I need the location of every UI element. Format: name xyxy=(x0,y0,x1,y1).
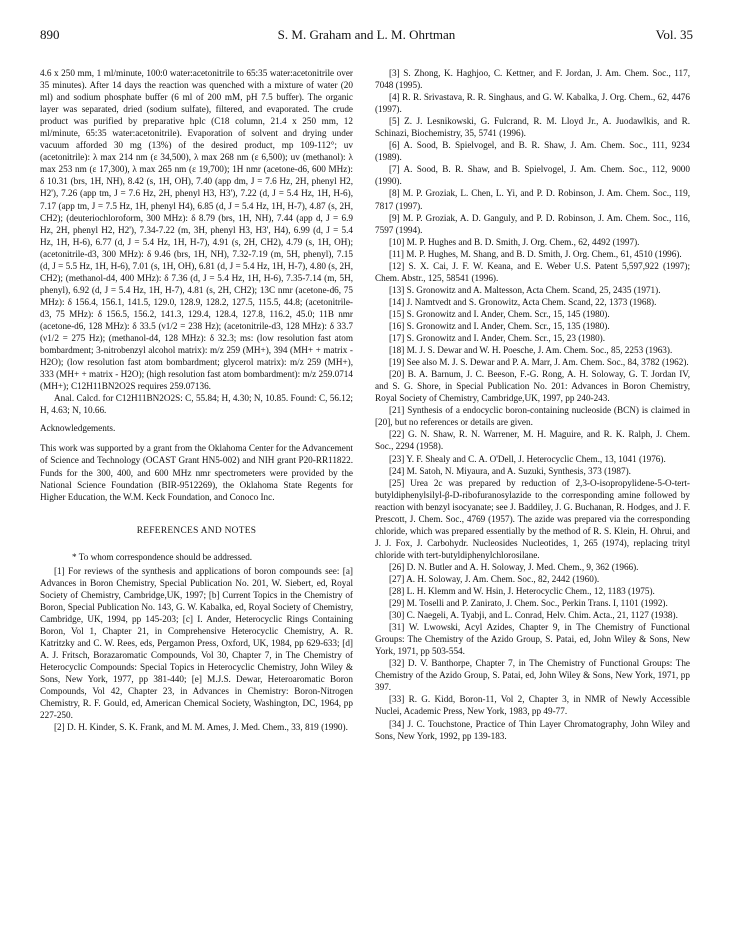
reference-item: [3] S. Zhong, K. Haghjoo, C. Kettner, and F. Jordan, J. Am. Chem. Soc., 117, 7048 (1995). xyxy=(375,68,690,91)
reference-item: [5] Z. J. Lesnikowski, G. Fulcrand, R. M. Lloyd Jr., A. Juodawlkis, and R. Schinazi, Biochemistry, 35, 5741 (1996). xyxy=(375,116,690,139)
reference-item: [24] M. Satoh, N. Miyaura, and A. Suzuki, Synthesis, 373 (1987). xyxy=(389,465,631,476)
acknowledgements-body: This work was supported by a grant from the Oklahoma Center for the Advancement of Science and Technology (OCAST Grant HN5-002) and NIH grant P20-RR11822. Funds for the 300, 400, and 600 MHz nmr spectrometers were provided by the National Science Foundation (BIR-9512269), the Oklahoma State Regents for Higher Education, the W.M. Keck Foundation, and Conoco Inc. xyxy=(40,443,353,502)
reference-item: [22] G. N. Shaw, R. N. Warrener, M. H. Maguire, and R. K. Ralph, J. Chem. Soc., 2294 (1958). xyxy=(375,429,690,452)
reference-item: [32] D. V. Banthorpe, Chapter 7, in The Chemistry of Functional Groups: The Chemistry of the Azido Group, S. Patai, ed, John Wiley & Sons, New York, 1971, pp 397. xyxy=(375,658,690,693)
reference-item: [14] J. Namtvedt and S. Gronowitz, Acta Chem. Scand, 22, 1373 (1968). xyxy=(389,296,657,307)
running-header xyxy=(40,27,693,47)
reference-item: [23] Y. F. Shealy and C. A. O'Dell, J. Heterocyclic Chem., 13, 1041 (1976). xyxy=(389,453,666,464)
reference-item: [20] B. A. Barnum, J. C. Beeson, F.-G. Rong, A. H. Soloway, G. T. Jordan IV, and S. G. Shore, in Special Publication No. 201: Advances in Boron Chemistry, Royal Society of Chemistry, Cambridge,UK, 1997, pp 240-243. xyxy=(375,369,690,404)
reference-item: [8] M. P. Groziak, L. Chen, L. Yi, and P. D. Robinson, J. Am. Chem. Soc., 119, 7817 (1997). xyxy=(375,188,690,211)
reference-item: [27] A. H. Soloway, J. Am. Chem. Soc., 82, 2442 (1960). xyxy=(389,573,600,584)
reference-item: [1] For reviews of the synthesis and applications of boron compounds see: [a] Advances in Boron Chemistry, Special Publication No. 201, W. Siebert, ed, Royal Society of Chemistry, Cambridge,UK, 1997; [b] Current Topics in the Chemistry of Boron, Special Publication No. 143, G. W. Kabalka, ed, Royal Society of Chemistry, Cambridge, UK, 1994, pp 145-203; [c] I. Ander, Heterocyclic Rings Containing Boron, Vol 1, Chapter 21, in Comprehensive Heterocyclic Chemistry, A. R. Katritzky and C. W. Rees, eds, Pergamon Press, Oxford, UK, 1984, pp 629-633; [d] A. J. Fritsch, Borazaromatic Compounds, Vol 30, Chapter 7, in The Chemistry of Heterocyclic Compounds: Special Topics in Heterocyclic Chemistry, John Wiley & Sons, New York, 1977, pp 381-440; [e] M.J.S. Dewar, Heteroaromatic Boron Compounds, Vol 42, Chapter 23, in Advances in Chemistry: Boron-Nitrogen Chemistry, R. F. Gould, ed, American Chemical Society, Washington, DC, 1964, pp 227-250. xyxy=(40,565,353,721)
left-column xyxy=(40,67,353,733)
header-volume: Vol. 35 xyxy=(655,27,693,42)
reference-item: [15] S. Gronowitz and I. Ander, Chem. Scr., 15, 145 (1980). xyxy=(389,308,610,319)
reference-item: [25] Urea 2c was prepared by reduction of 2,3-O-isopropylidene-5-O-tert-butyldiphenylsilyl-β-D-ribofuranosylazide to the corresponding amine followed by reaction with benzyl isocyanate; see J. Baddiley, J. G. Buchanan, R. Hodges, and J. F. Prescott, J. Chem. Soc., 4769 (1957). The azide was prepared via the corresponding chloride, which was prepared essentially by the method of R. S. Klein, H. Ohrui, and J. J. Fox, J. Carbohydr. Nucleosides Nucleotides, 1, 265 (1974), replacing trityl chloride with tert-butyldiphenylchlorosilane. xyxy=(375,477,690,560)
page-number: 890 xyxy=(40,27,60,42)
header-authors: S. M. Graham and L. M. Ohrtman xyxy=(277,27,456,42)
reference-item: [21] Synthesis of a endocyclic boron-containing nucleoside (BCN) is claimed in [20], but no references or details are given. xyxy=(375,405,690,428)
reference-item: [16] S. Gronowitz and I. Ander, Chem. Scr., 15, 135 (1980). xyxy=(389,320,610,331)
references-title: REFERENCES AND NOTES xyxy=(136,525,257,536)
reference-item: [9] M. P. Groziak, A. D. Ganguly, and P. D. Robinson, J. Am. Chem. Soc., 116, 7597 (1994). xyxy=(375,212,690,235)
reference-item: [6] A. Sood, B. Spielvogel, and B. R. Shaw, J. Am. Chem. Soc., 111, 9234 (1989). xyxy=(375,140,690,163)
reference-item: [30] C. Naegeli, A. Tyabji, and L. Conrad, Helv. Chim. Acta., 21, 1127 (1938). xyxy=(389,610,678,621)
reference-item: [31] W. Lwowski, Acyl Azides, Chapter 9, in The Chemistry of Functional Groups: The Chemistry of the Azido Group, S. Patai, ed, John Wiley & Sons, New York, 1971, pp 503-554. xyxy=(375,622,690,657)
reference-item: [19] See also M. J. S. Dewar and P. A. Marr, J. Am. Chem. Soc., 84, 3782 (1962). xyxy=(389,357,689,368)
reference-item: [7] A. Sood, B. R. Shaw, and B. Spielvogel, J. Am. Chem. Soc., 112, 9000 (1990). xyxy=(375,164,690,187)
reference-item: [33] R. G. Kidd, Boron-11, Vol 2, Chapter 3, in NMR of Newly Accessible Nuclei, Academic Press, New York, 1983, pp 49-77. xyxy=(375,694,690,717)
reference-item: [28] L. H. Klemm and W. Hsin, J. Heterocyclic Chem., 12, 1183 (1975). xyxy=(389,586,655,597)
reference-item: [29] M. Toselli and P. Zanirato, J. Chem. Soc., Perkin Trans. I, 1101 (1992). xyxy=(389,598,668,609)
right-column xyxy=(375,67,690,742)
experimental-paragraph: 4.6 x 250 mm, 1 ml/minute, 100:0 water:acetonitrile to 65:35 water:acetonitrile over 35 minutes). After 14 days the reaction was quenched with a mixture of water (20 ml) and sodium phosphate buffer (6 ml of 200 mM, pH 7.5 buffer). The organic layer was separated, dried (sodium sulfate), filtered, and evaporated. The crude product was purified by preparative hplc (C18 column, 21.4 x 250 mm, 12 ml/minute, 65:35 water:acetonitrile). Evaporation of solvent and drying under vacuum afforded 30 mg (13%) of the desired product, mp 109-112°; uv (acetonitrile): λ max 214 nm (ε 34,500), λ max 268 nm (ε 6,500); uv (methanol): λ max 253 nm (ε 17,300), λ max 265 nm (ε 19,700); 1H nmr (acetone-d6, 600 MHz): δ 10.31 (brs, 1H, NH), 8.42 (s, 1H, OH), 7.40 (app dm, J = 7.6 Hz, 2H, phenyl H2, H2'), 7.26 (app tm, J = 7.6 Hz, 2H, phenyl H3, H3'), 7.22 (d, J = 5.4 Hz, 1H, H-6), 7.17 (app tm, J = 7.5 Hz, 1H, phenyl H4), 6.85 (d, J = 5.4 Hz, 1H, H-7), 4.87 (s, 2H, CH2); (deuteriochloroform, 300 MHz): δ 8.79 (brs, 1H, NH), 7.44 (app d, J = 6.9 Hz, 2H, phenyl H2, H2'), 7.34-7.22 (m, 3H, phenyl H3, H3', H4), 6.99 (d, J = 5.4 Hz, 1H, H-6), 6.77 (d, J = 5.4 Hz, 1H, H-7), 4.91 (s, 2H, CH2), 4.79 (s, 1H, OH); (acetonitrile-d3, 300 MHz): δ 9.46 (brs, 1H, NH), 7.32-7.19 (m, 5H, phenyl), 7.15 (d, J = 5.5 Hz, 1H, H-6), 7.01 (s, 1H, OH), 6.81 (d, J = 5.4 Hz, 1H, H-7), 4.80 (s, 2H, CH2); (methanol-d4, 400 MHz): δ 7.36 (d, J = 5.4 Hz, 1H, H-6), 7.35-7.14 (m, 5H, phenyl), 6.92 (d, J = 5.4 Hz, 1H, H-7), 4.81 (s, 2H, CH2); 13C nmr (acetone-d6, 75 MHz): δ 156.4, 156.1, 141.5, 129.0, 128.9, 128.2, 127.5, 115.5, 44.8; (acetonitrile-d3, 75 MHz): δ 156.5, 156.2, 141.3, 129.4, 128.4, 127.8, 116.2, 45.0; 11B nmr (acetone-d6, 128 MHz): δ 33.5 (ν1/2 = 238 Hz); (acetonitrile-d3, 128 MHz): δ 33.7 (ν1/2 = 275 Hz); (methanol-d4, 128 MHz): δ 32.3; ms: (low resolution fast atom bombardment; 3-nitrobenzyl alcohol matrix): m/z 259 (MH+), 394 (MH+ + matrix - H2O); (low resolution fast atom bombardment; glycerol matrix): m/z 259 (MH+), 333 (MH+ + matrix - H2O); (high resolution fast atom bombardment): m/z 259.0714 (MH+); C12H11BN2O2S requires 259.07136. xyxy=(40,68,353,392)
elemental-analysis: Anal. Calcd. for C12H11BN2O2S: C, 55.84; H, 4.30; N, 10.85. Found: C, 56.12; H, 4.63; N, 10.66. xyxy=(40,393,353,416)
reference-item: [4] R. R. Srivastava, R. R. Singhaus, and G. W. Kabalka, J. Org. Chem., 62, 4476 (1997). xyxy=(375,92,690,115)
reference-item: [18] M. J. S. Dewar and W. H. Poesche, J. Am. Chem. Soc., 85, 2253 (1963). xyxy=(389,345,673,356)
reference-item: [34] J. C. Touchstone, Practice of Thin Layer Chromatography, John Wiley and Sons, New York, 1992, pp 139-183. xyxy=(375,718,690,741)
reference-item: [13] S. Gronowitz and A. Maltesson, Acta Chem. Scand, 25, 2435 (1971). xyxy=(389,284,661,295)
reference-item: [10] M. P. Hughes and B. D. Smith, J. Org. Chem., 62, 4492 (1997). xyxy=(389,236,640,247)
correspondence-note: * To whom correspondence should be addressed. xyxy=(72,551,253,562)
reference-item: [12] S. X. Cai, J. F. W. Keana, and E. Weber U.S. Patent 5,597,922 (1997); Chem. Abstr., 125, 58541 (1996). xyxy=(375,260,690,283)
reference-item: [11] M. P. Hughes, M. Shang, and B. D. Smith, J. Org. Chem., 61, 4510 (1996). xyxy=(389,248,682,259)
reference-item: [26] D. N. Butler and A. H. Soloway, J. Med. Chem., 9, 362 (1966). xyxy=(389,561,639,572)
acknowledgements-title: Acknowledgements. xyxy=(40,423,116,434)
reference-item: [2] D. H. Kinder, S. K. Frank, and M. M. Ames, J. Med. Chem., 33, 819 (1990). xyxy=(54,722,348,733)
reference-item: [17] S. Gronowitz and I. Ander, Chem. Scr., 15, 23 (1980). xyxy=(389,333,606,344)
